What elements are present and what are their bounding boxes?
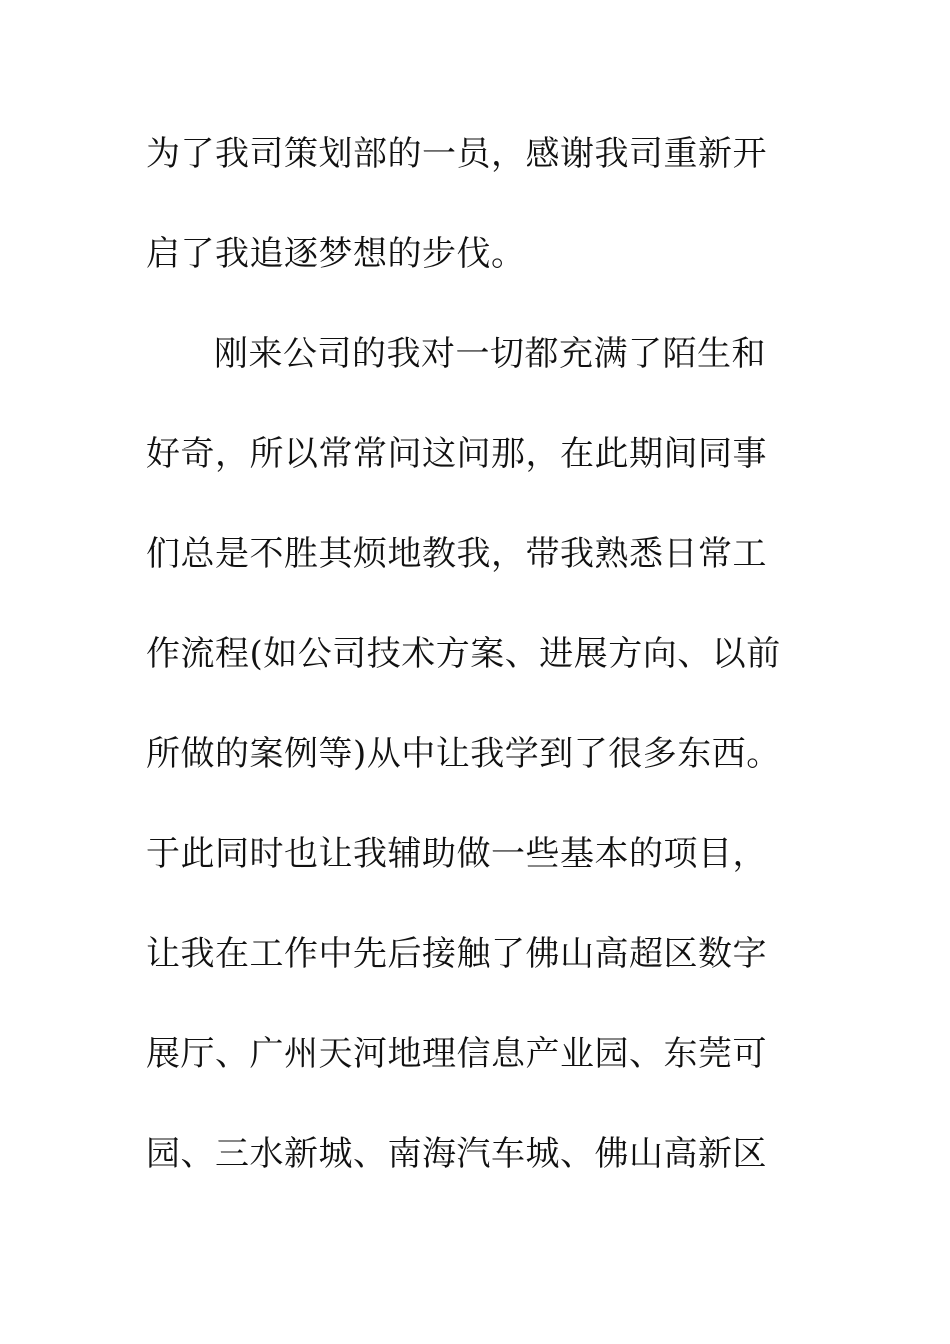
text-line: 于此同时也让我辅助做一些基本的项目， — [146, 834, 767, 874]
paragraph-start-line: 刚来公司的我对一切都充满了陌生和 — [214, 334, 766, 374]
text-line: 所做的案例等)从中让我学到了很多东西。 — [146, 734, 781, 774]
text-line: 好奇，所以常常问这问那，在此期间同事 — [146, 434, 767, 474]
text-line: 为了我司策划部的一员，感谢我司重新开 — [146, 134, 767, 174]
text-line: 们总是不胜其烦地教我，带我熟悉日常工 — [146, 534, 767, 574]
text-line: 展厅、广州天河地理信息产业园、东莞可 — [146, 1034, 767, 1074]
text-line: 让我在工作中先后接触了佛山高超区数字 — [146, 934, 767, 974]
text-line: 作流程(如公司技术方案、进展方向、以前 — [146, 634, 781, 674]
text-line: 园、三水新城、南海汽车城、佛山高新区 — [146, 1134, 767, 1174]
text-line: 启了我追逐梦想的步伐。 — [146, 234, 526, 274]
